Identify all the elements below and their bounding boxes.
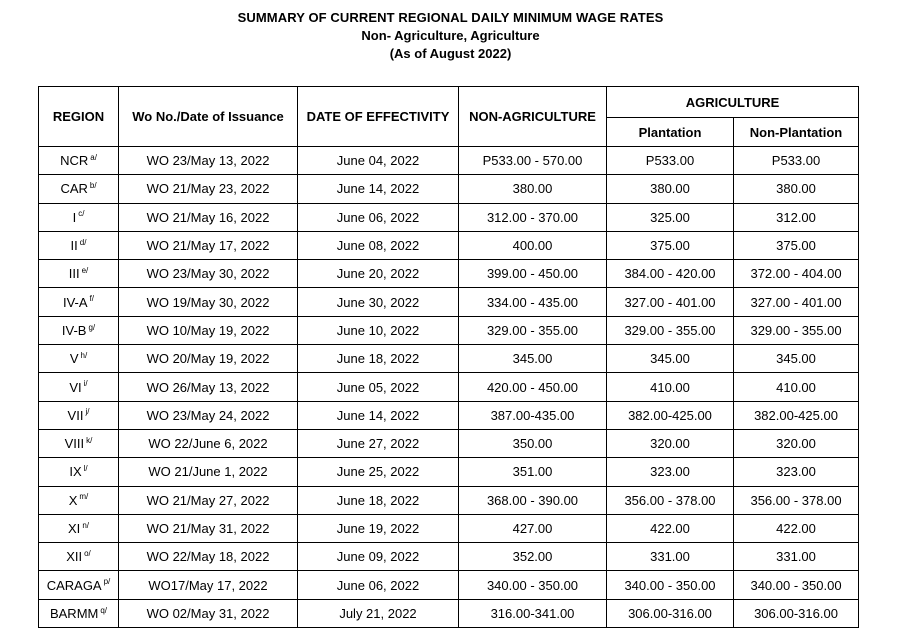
- column-header-plantation: Plantation: [607, 118, 734, 147]
- cell-non-plantation: 345.00: [734, 345, 859, 373]
- footnote-marker: b/: [89, 181, 97, 191]
- cell-date-effectivity: June 08, 2022: [298, 231, 459, 259]
- cell-plantation: 331.00: [607, 543, 734, 571]
- footnote-marker: q/: [100, 605, 108, 615]
- cell-non-agriculture: 334.00 - 435.00: [459, 288, 607, 316]
- cell-non-agriculture: P533.00 - 570.00: [459, 147, 607, 175]
- cell-date-effectivity: June 06, 2022: [298, 203, 459, 231]
- cell-wo-issuance: WO 21/May 23, 2022: [119, 175, 298, 203]
- cell-non-plantation: 375.00: [734, 231, 859, 259]
- cell-region: [39, 260, 119, 288]
- document-title: SUMMARY OF CURRENT REGIONAL DAILY MINIMUM WAGE RATES: [237, 10, 664, 25]
- footnote-marker: e/: [81, 266, 89, 275]
- footnote-marker: h/: [80, 350, 88, 360]
- cell-non-agriculture: 316.00-341.00: [459, 599, 607, 627]
- cell-wo-issuance: WO 10/May 19, 2022: [119, 316, 298, 344]
- cell-non-agriculture: 380.00: [459, 175, 607, 203]
- cell-date-effectivity: June 04, 2022: [298, 147, 459, 175]
- document-subtitle: Non- Agriculture, Agriculture: [361, 28, 540, 43]
- column-header-non-agriculture: NON-AGRICULTURE: [459, 87, 607, 147]
- cell-non-plantation: 410.00: [734, 373, 859, 401]
- table-row: [39, 316, 859, 344]
- table-row: [39, 514, 859, 542]
- region-name: IV-B: [61, 322, 87, 338]
- cell-plantation: 380.00: [607, 175, 734, 203]
- cell-date-effectivity: June 09, 2022: [298, 543, 459, 571]
- cell-plantation: 384.00 - 420.00: [607, 260, 734, 288]
- column-header-effectivity: DATE OF EFFECTIVITY: [298, 87, 459, 147]
- footnote-marker: a/: [90, 152, 97, 162]
- cell-region: [39, 401, 119, 429]
- footnote-marker: k/: [86, 435, 93, 445]
- cell-non-agriculture: 329.00 - 355.00: [459, 316, 607, 344]
- wage-rates-table: [38, 86, 859, 628]
- table-row: [39, 458, 859, 486]
- cell-region: [39, 599, 119, 627]
- cell-date-effectivity: June 25, 2022: [298, 458, 459, 486]
- cell-non-agriculture: 400.00: [459, 231, 607, 259]
- cell-wo-issuance: WO17/May 17, 2022: [119, 571, 298, 599]
- region-name: IV-A: [62, 294, 88, 310]
- cell-date-effectivity: June 14, 2022: [298, 175, 459, 203]
- table-row: [39, 373, 859, 401]
- table-row: [39, 401, 859, 429]
- cell-region: [39, 231, 119, 259]
- cell-non-plantation: 312.00: [734, 203, 859, 231]
- cell-region: [39, 175, 119, 203]
- document-as-of-date: (As of August 2022): [389, 46, 512, 61]
- table-row: [39, 231, 859, 259]
- cell-plantation: 320.00: [607, 429, 734, 457]
- cell-non-plantation: 329.00 - 355.00: [734, 316, 859, 344]
- cell-plantation: 323.00: [607, 458, 734, 486]
- cell-region: [39, 288, 119, 316]
- cell-plantation: 306.00-316.00: [607, 599, 734, 627]
- cell-non-agriculture: 350.00: [459, 429, 607, 457]
- table-row: [39, 599, 859, 627]
- cell-non-agriculture: 352.00: [459, 543, 607, 571]
- cell-region: [39, 514, 119, 542]
- cell-date-effectivity: June 18, 2022: [298, 486, 459, 514]
- cell-non-agriculture: 345.00: [459, 345, 607, 373]
- footnote-marker: n/: [82, 520, 89, 530]
- cell-wo-issuance: WO 20/May 19, 2022: [119, 345, 298, 373]
- document-header: [0, 9, 901, 63]
- cell-non-plantation: P533.00: [734, 147, 859, 175]
- cell-wo-issuance: WO 21/May 16, 2022: [119, 203, 298, 231]
- cell-wo-issuance: WO 02/May 31, 2022: [119, 599, 298, 627]
- cell-wo-issuance: WO 22/May 18, 2022: [119, 543, 298, 571]
- cell-plantation: 382.00-425.00: [607, 401, 734, 429]
- cell-region: [39, 316, 119, 344]
- cell-region: [39, 373, 119, 401]
- table-row: [39, 260, 859, 288]
- cell-wo-issuance: WO 22/June 6, 2022: [119, 429, 298, 457]
- table-row: [39, 543, 859, 571]
- region-name: II: [70, 238, 78, 254]
- region-name: CARAGA: [46, 577, 102, 593]
- column-header-wo: Wo No./Date of Issuance: [119, 87, 298, 147]
- footnote-marker: i/: [83, 379, 88, 389]
- cell-wo-issuance: WO 21/May 31, 2022: [119, 514, 298, 542]
- footnote-marker: d/: [79, 237, 87, 247]
- cell-non-plantation: 380.00: [734, 175, 859, 203]
- cell-region: [39, 543, 119, 571]
- cell-plantation: 410.00: [607, 373, 734, 401]
- cell-wo-issuance: WO 19/May 30, 2022: [119, 288, 298, 316]
- cell-region: [39, 147, 119, 175]
- cell-non-agriculture: 387.00-435.00: [459, 401, 607, 429]
- cell-non-plantation: 422.00: [734, 514, 859, 542]
- cell-non-plantation: 327.00 - 401.00: [734, 288, 859, 316]
- cell-wo-issuance: WO 23/May 13, 2022: [119, 147, 298, 175]
- cell-non-agriculture: 399.00 - 450.00: [459, 260, 607, 288]
- cell-wo-issuance: WO 21/May 17, 2022: [119, 231, 298, 259]
- table-row: [39, 429, 859, 457]
- table-row: [39, 571, 859, 599]
- footnote-marker: m/: [79, 492, 89, 502]
- cell-region: [39, 458, 119, 486]
- cell-non-plantation: 331.00: [734, 543, 859, 571]
- region-name: VII: [67, 407, 84, 423]
- cell-region: [39, 486, 119, 514]
- cell-plantation: 345.00: [607, 345, 734, 373]
- cell-non-agriculture: 340.00 - 350.00: [459, 571, 607, 599]
- cell-plantation: 325.00: [607, 203, 734, 231]
- cell-non-agriculture: 312.00 - 370.00: [459, 203, 607, 231]
- cell-plantation: 340.00 - 350.00: [607, 571, 734, 599]
- region-name: NCR: [60, 153, 89, 169]
- footnote-marker: c/: [78, 209, 85, 219]
- footnote-marker: j/: [85, 407, 90, 417]
- column-header-non-plantation: Non-Plantation: [734, 118, 859, 147]
- footnote-marker: g/: [88, 322, 96, 332]
- cell-date-effectivity: June 14, 2022: [298, 401, 459, 429]
- cell-date-effectivity: June 27, 2022: [298, 429, 459, 457]
- cell-region: [39, 203, 119, 231]
- region-name: V: [69, 351, 79, 367]
- cell-wo-issuance: WO 21/May 27, 2022: [119, 486, 298, 514]
- cell-region: [39, 429, 119, 457]
- region-name: VI: [69, 379, 82, 395]
- cell-plantation: 329.00 - 355.00: [607, 316, 734, 344]
- cell-non-plantation: 323.00: [734, 458, 859, 486]
- table-row: [39, 175, 859, 203]
- region-name: BARMM: [49, 605, 99, 621]
- cell-wo-issuance: WO 21/June 1, 2022: [119, 458, 298, 486]
- cell-date-effectivity: June 06, 2022: [298, 571, 459, 599]
- region-name: XI: [68, 521, 81, 536]
- cell-region: [39, 571, 119, 599]
- table-row: [39, 486, 859, 514]
- cell-date-effectivity: June 30, 2022: [298, 288, 459, 316]
- cell-date-effectivity: June 20, 2022: [298, 260, 459, 288]
- cell-non-plantation: 320.00: [734, 429, 859, 457]
- cell-date-effectivity: June 19, 2022: [298, 514, 459, 542]
- cell-date-effectivity: July 21, 2022: [298, 599, 459, 627]
- table-row: [39, 147, 859, 175]
- footnote-marker: f/: [89, 294, 95, 304]
- cell-non-agriculture: 351.00: [459, 458, 607, 486]
- cell-non-plantation: 306.00-316.00: [734, 599, 859, 627]
- footnote-marker: l/: [83, 464, 88, 474]
- region-name: I: [72, 209, 77, 225]
- cell-date-effectivity: June 10, 2022: [298, 316, 459, 344]
- region-name: X: [68, 492, 78, 508]
- cell-plantation: 375.00: [607, 231, 734, 259]
- cell-date-effectivity: June 18, 2022: [298, 345, 459, 373]
- table-row: [39, 345, 859, 373]
- cell-plantation: 422.00: [607, 514, 734, 542]
- region-name: III: [68, 266, 80, 282]
- region-name: XII: [66, 549, 83, 565]
- cell-non-plantation: 340.00 - 350.00: [734, 571, 859, 599]
- cell-wo-issuance: WO 23/May 24, 2022: [119, 401, 298, 429]
- column-header-agriculture: AGRICULTURE: [607, 87, 859, 118]
- cell-wo-issuance: WO 26/May 13, 2022: [119, 373, 298, 401]
- cell-date-effectivity: June 05, 2022: [298, 373, 459, 401]
- cell-region: [39, 345, 119, 373]
- region-name: IX: [69, 464, 82, 480]
- region-name: VIII: [64, 436, 85, 452]
- region-name: CAR: [60, 181, 88, 197]
- table-row: [39, 288, 859, 316]
- footnote-marker: o/: [84, 548, 91, 558]
- cell-non-plantation: 372.00 - 404.00: [734, 260, 859, 288]
- table-row: [39, 203, 859, 231]
- cell-plantation: 327.00 - 401.00: [607, 288, 734, 316]
- column-header-region: REGION: [39, 87, 119, 147]
- cell-non-agriculture: 368.00 - 390.00: [459, 486, 607, 514]
- cell-plantation: 356.00 - 378.00: [607, 486, 734, 514]
- footnote-marker: p/: [103, 577, 111, 587]
- cell-non-plantation: 382.00-425.00: [734, 401, 859, 429]
- cell-non-plantation: 356.00 - 378.00: [734, 486, 859, 514]
- cell-wo-issuance: WO 23/May 30, 2022: [119, 260, 298, 288]
- cell-non-agriculture: 427.00: [459, 514, 607, 542]
- cell-plantation: P533.00: [607, 147, 734, 175]
- cell-non-agriculture: 420.00 - 450.00: [459, 373, 607, 401]
